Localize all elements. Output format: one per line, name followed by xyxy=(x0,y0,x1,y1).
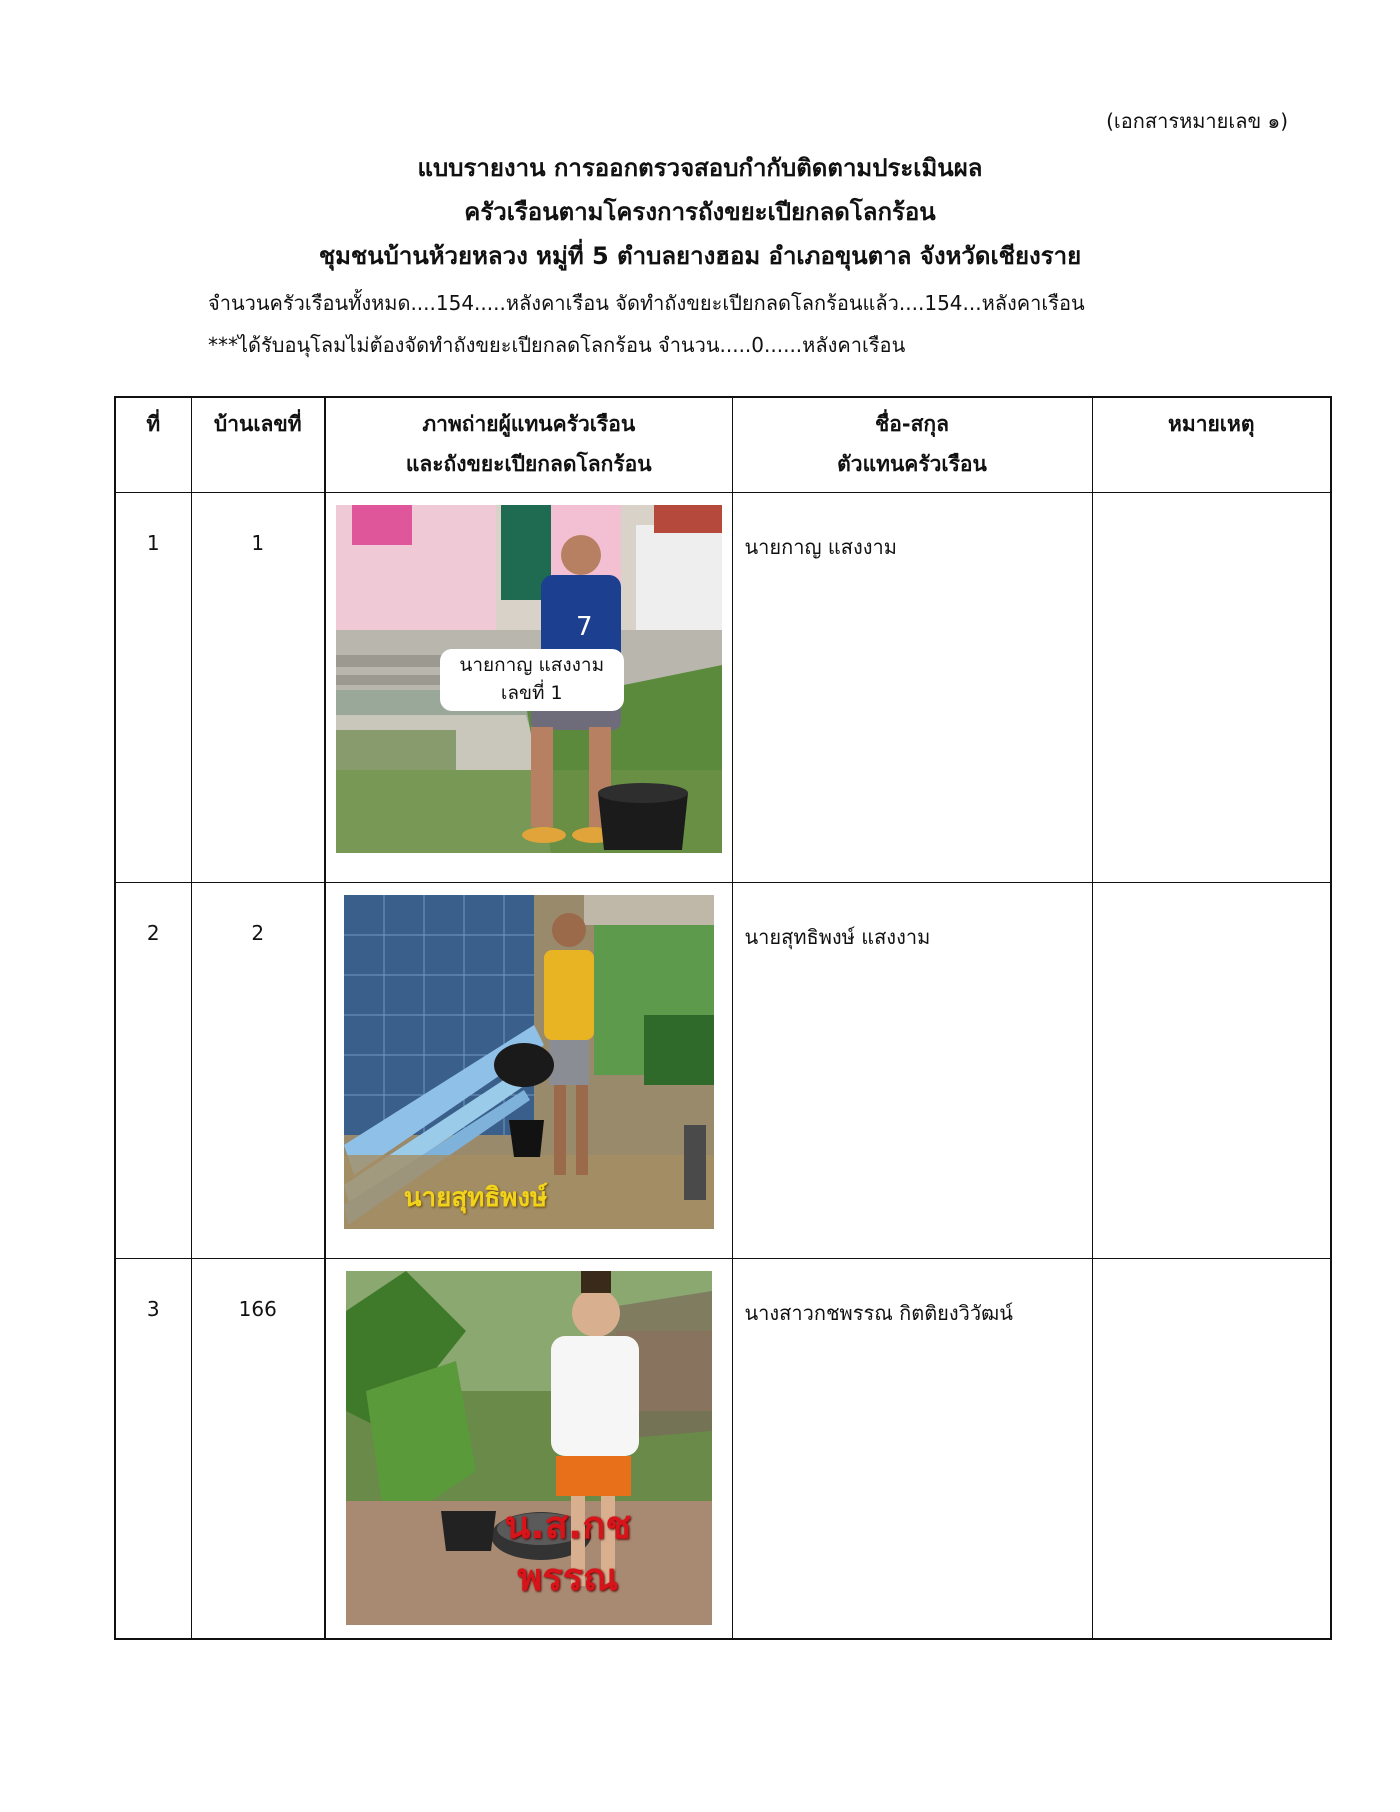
photo-caption: นายสุทธิพงษ์ xyxy=(403,1183,548,1213)
summary-line-2: ***ได้รับอนุโลมไม่ต้องจัดทำถังขยะเปียกลดโลกร้อน จำนวน.....0......หลังคาเรือน xyxy=(208,333,906,357)
house-number: 2 xyxy=(191,883,325,1259)
title-line-3: ชุมชนบ้านห้วยหลวง หมู่ที่ 5 ตำบลยางฮอม อำเภอขุนตาล จังหวัดเชียงราย xyxy=(318,242,1082,270)
representative-name: นางสาวกชพรรณ กิตติยงวิวัฒน์ xyxy=(732,1259,1092,1640)
summary-line-1: จำนวนครัวเรือนทั้งหมด....154.....หลังคาเรือน จัดทำถังขยะเปียกลดโลกร้อนแล้ว....154...หลังคาเรือน xyxy=(208,291,1085,315)
photo-caption xyxy=(440,649,624,711)
document-reference: (เอกสารหมายเลข ๑) xyxy=(1106,109,1288,133)
title-line-2: ครัวเรือนตามโครงการถังขยะเปียกลดโลกร้อน xyxy=(464,198,936,226)
remark xyxy=(1092,883,1331,1259)
svg-text:7: 7 xyxy=(575,612,593,642)
header-no: ที่ xyxy=(115,397,191,493)
house-number: 166 xyxy=(191,1259,325,1640)
report-title xyxy=(0,146,1400,278)
table-row xyxy=(115,1259,1331,1640)
header-name-line-2: ตัวแทนครัวเรือน xyxy=(837,452,987,476)
row-number: 1 xyxy=(115,493,191,883)
representative-name: นายสุทธิพงษ์ แสงงาม xyxy=(732,883,1092,1259)
household-photo xyxy=(336,505,722,853)
row-number: 3 xyxy=(115,1259,191,1640)
header-name xyxy=(732,397,1092,493)
household-photo xyxy=(344,895,714,1229)
photo-caption-line-1: น.ส.กช xyxy=(504,1503,632,1547)
header-photo-line-1: ภาพถ่ายผู้แทนครัวเรือน xyxy=(422,412,636,436)
remark xyxy=(1092,493,1331,883)
household-table xyxy=(114,396,1332,1640)
remark xyxy=(1092,1259,1331,1640)
title-line-1: แบบรายงาน การออกตรวจสอบกำกับติดตามประเมินผล xyxy=(417,154,983,182)
header-name-line-1: ชื่อ-สกุล xyxy=(875,412,949,436)
summary xyxy=(208,282,1085,366)
representative-name: นายกาญ แสงงาม xyxy=(732,493,1092,883)
photo-caption xyxy=(488,1499,648,1603)
photo-caption-line-2: เลขที่ 1 xyxy=(500,682,563,704)
household-photo xyxy=(346,1271,712,1625)
header-photo-line-2: และถังขยะเปียกลดโลกร้อน xyxy=(405,452,652,476)
table-row xyxy=(115,883,1331,1259)
photo-cell xyxy=(325,1259,732,1640)
photo-cell xyxy=(325,493,732,883)
house-number: 1 xyxy=(191,493,325,883)
table-row xyxy=(115,493,1331,883)
row-number: 2 xyxy=(115,883,191,1259)
header-house-no: บ้านเลขที่ xyxy=(191,397,325,493)
photo-caption-line-1: นายกาญ แสงงาม xyxy=(459,654,605,676)
header-photo xyxy=(325,397,732,493)
table-header-row xyxy=(115,397,1331,493)
header-remark: หมายเหตุ xyxy=(1092,397,1331,493)
photo-cell xyxy=(325,883,732,1259)
photo-caption-line-2: พรรณ xyxy=(517,1555,619,1599)
